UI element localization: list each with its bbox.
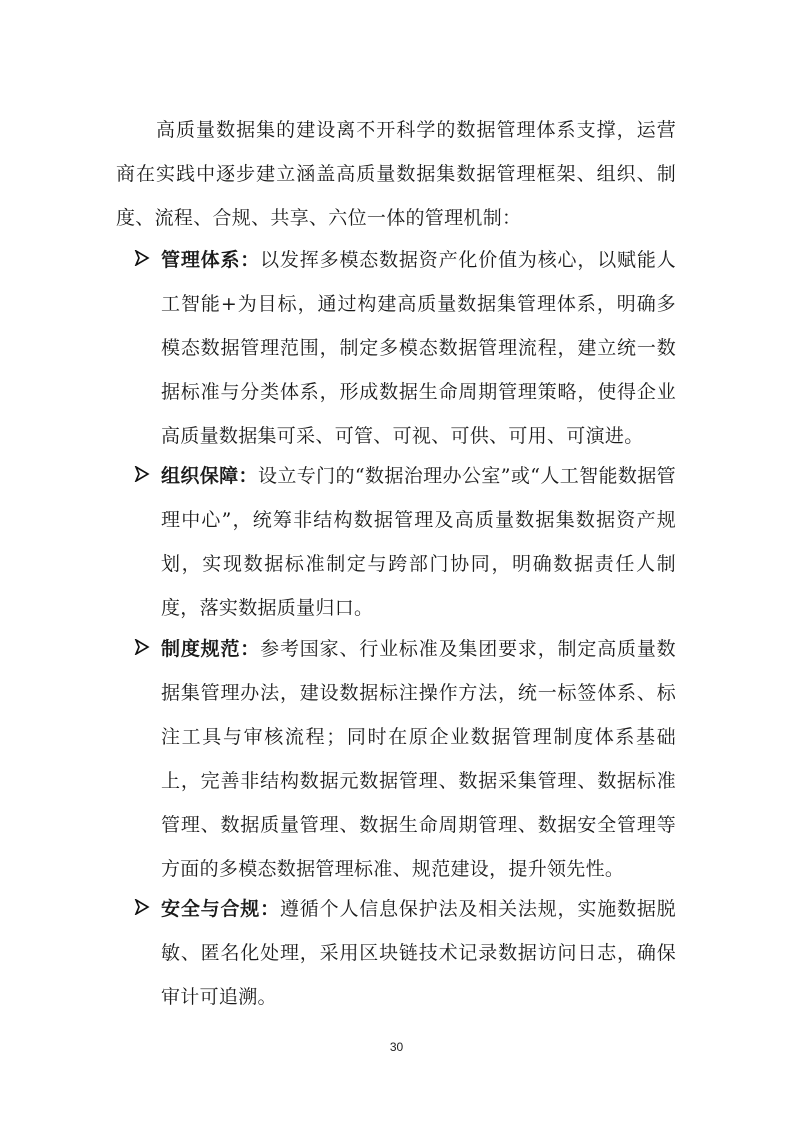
bullet-text: 参考国家、行业标准及集团要求，制定高质量数据集管理办法，建设数据标注操作方法，统一标签体系、标注工具与审核流程；同时在原企业数据管理制度体系基础上，完善非结构数据元数据管理、数据采集管理、数据标准管理、数据质量管理、数据生命周期管理、数据安全管理等方面的多模态数据管理标准、规范建设，提升领先性。 xyxy=(161,638,676,880)
bullet-text: 遵循个人信息保护法及相关法规，实施数据脱敏、匿名化处理，采用区块链技术记录数据访问日志，确保审计可追溯。 xyxy=(161,898,676,1008)
bullet-item xyxy=(116,454,676,627)
bullet-text: 以发挥多模态数据资产化价值为核心，以赋能人工智能+为目标，通过构建高质量数据集管理体系，明确多模态数据管理范围，制定多模态数据管理流程，建立统一数据标准与分类体系，形成数据生命周期管理策略，使得企业高质量数据集可采、可管、可视、可供、可用、可演进。 xyxy=(161,249,676,447)
arrow-bullet-icon xyxy=(134,627,150,671)
arrow-bullet-icon xyxy=(134,454,150,498)
intro-paragraph: 高质量数据集的建设离不开科学的数据管理体系支撑，运营商在实践中逐步建立涵盖高质量数据集数据管理框架、组织、制度、流程、合规、共享、六位一体的管理机制： xyxy=(116,119,676,229)
bullet-text: 设立专门的“数据治理办公室”或“人工智能数据管理中心”，统筹非结构数据管理及高质量数据集数据资产规划，实现数据标准制定与跨部门协同，明确数据责任人制度，落实数据质量归口。 xyxy=(161,465,676,619)
bullet-list xyxy=(116,238,676,1017)
bullet-item xyxy=(116,238,676,454)
arrow-bullet-icon xyxy=(134,238,150,282)
arrow-bullet-icon xyxy=(134,887,150,931)
bullet-term: 安全与合规： xyxy=(161,898,280,920)
page-number: 30 xyxy=(389,1040,404,1054)
bullet-term: 组织保障： xyxy=(161,465,258,487)
bullet-item xyxy=(116,887,676,1017)
bullet-term: 制度规范： xyxy=(161,638,261,660)
bullet-term: 管理体系： xyxy=(161,249,261,271)
bullet-item xyxy=(116,627,676,887)
